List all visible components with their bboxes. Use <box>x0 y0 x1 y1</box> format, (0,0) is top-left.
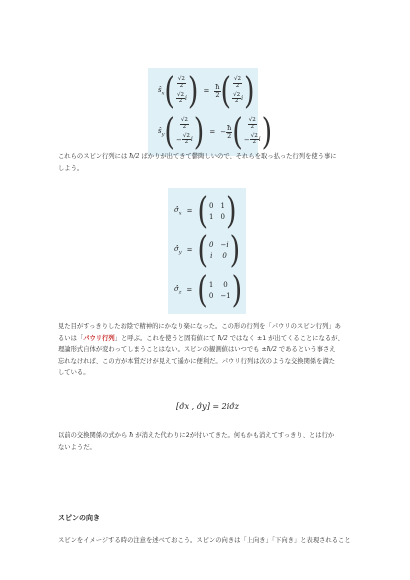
vector-sx-left: ( $\frac{√2}{2}$ $\frac{√2}{2}$ i ) <box>164 70 199 112</box>
paragraph-spin-direction: スピンをイメージする時の注意を述べておこう。スピンの向きは「上向き」「下向き」と表現されること <box>58 537 351 544</box>
pauli-matrix-y: $\sigmâ_y$ = ( 0 −i i 0 ) <box>174 229 241 271</box>
section-heading-spin-direction: スピンの向き <box>58 514 100 522</box>
paragraph-remove-hbar: これらのスピン行列には ħ/2 ばかりが出てきて鬱陶しいので、それらを取っ払った行列を使う事に しよう。 <box>58 153 337 172</box>
pauli-matrix-term: パウリ行列 <box>83 334 115 342</box>
vector-sx-right: ( $\frac{√2}{2}$ $\frac{√2}{2}$ i ) <box>220 70 255 112</box>
pauli-matrix-x: $\sigmâ_x$ = ( 0 1 1 0 ) <box>174 190 237 232</box>
vector-sy-right: ( $\frac{√2}{2}$ − $\frac{√2}{2}$ i ) <box>232 111 273 153</box>
pauli-matrix-z: $\sigmâ_z$ = ( 1 0 0 −1 ) <box>174 269 243 311</box>
equation-sy-eigenvector: $ŝ_y$ ( $\frac{√2}{2}$ − $\frac{√2}{2}$ i ) = − $\frac{ħ}{2}$ ( $\frac{√2}{2}$ − $\frac{√2}{2}$ i ) <box>158 111 273 153</box>
paragraph-commutator-note: 以前の交換関係の式から ħ が消えた代わりに2が付いてきた。何もかも消えてすっきり、とは行か ないようだ。 <box>58 432 335 451</box>
vector-sy-left: ( $\frac{√2}{2}$ − $\frac{√2}{2}$ i ) <box>164 111 205 153</box>
equation-sx-eigenvector: $ŝ_x$ ( $\frac{√2}{2}$ $\frac{√2}{2}$ i ) = $\frac{ħ}{2}$ ( $\frac{√2}{2}$ $\frac{√2}{2}$ i ) <box>158 70 255 112</box>
commutator-equation: [σ̂x , σ̂y] = 2iσ̂z <box>176 402 239 411</box>
paragraph-pauli-matrices: 見た目がすっきりしたお陰で精神的にかなり楽になった。この形の行列を「パウリのスピン行列」あ るいは「パウリ行列」と呼ぶ。これを使うと固有値にて ħ/2 ではなく ±1 が出てくることになるが、 理論形式自体が変わってしまうことはない。スピンの観測値はいつでも ±ħ/2 であるという事さえ 忘れなければ、この方が本質だけが見えて遥かに便利だ。パウリ行列は次のような交換関係を満た している。 <box>58 323 344 376</box>
